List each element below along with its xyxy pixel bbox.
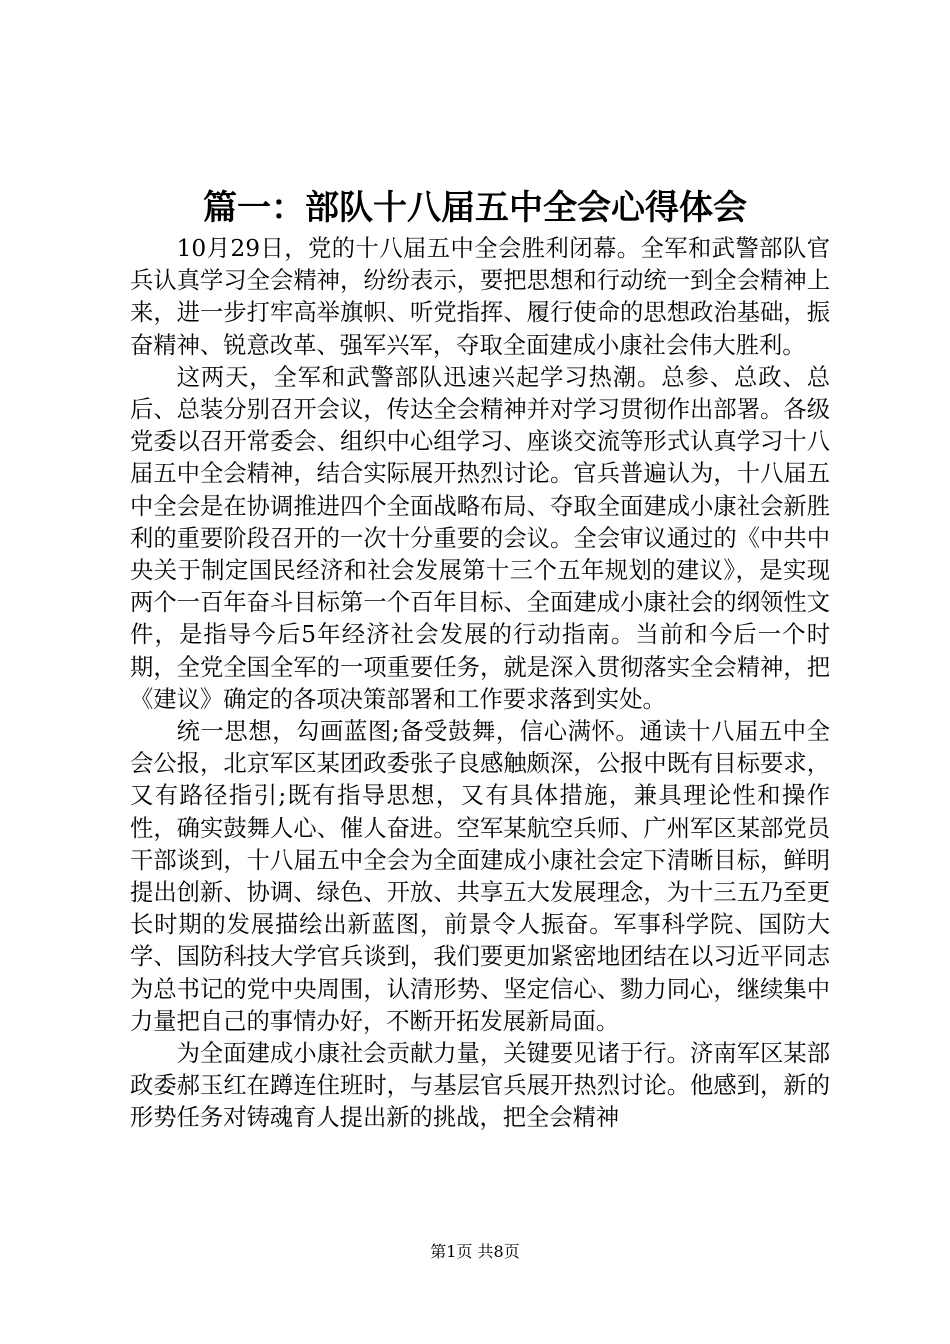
page-number-footer: 第1页 共8页 [430, 1242, 520, 1261]
paragraph-1: 10月29日，党的十八届五中全会胜利闭幕。全军和武警部队官兵认真学习全会精神，纷纷表示，要把思想和行动统一到全会精神上来，进一步打牢高举旗帜、听党指挥、履行使命的思想政治基础，振奋精神、锐意改革、强军兴军，夺取全面建成小康社会伟大胜利。 [130, 235, 830, 359]
paragraph-3: 统一思想，勾画蓝图;备受鼓舞，信心满怀。通读十八届五中全会公报，北京军区某团政委张子良感触颇深，公报中既有目标要求，又有路径指引;既有指导思想，又有具体措施，兼具理论性和操作性，确实鼓舞人心、催人奋进。空军某航空兵师、广州军区某部党员干部谈到，十八届五中全会为全面建成小康社会定下清晰目标，鲜明提出创新、协调、绿色、开放、共享五大发展理念，为十三五乃至更长时期的发展描绘出新蓝图，前景令人振奋。军事科学院、国防大学、国防科技大学官兵谈到，我们要更加紧密地团结在以习近平同志为总书记的党中央周围，认清形势、坚定信心、勠力同心，继续集中力量把自己的事情办好，不断开拓发展新局面。 [130, 718, 830, 1035]
paragraph-2: 这两天，全军和武警部队迅速兴起学习热潮。总参、总政、总后、总装分别召开会议，传达全会精神并对学习贯彻作出部署。各级党委以召开常委会、组织中心组学习、座谈交流等形式认真学习十八届五中全会精神，结合实际展开热烈讨论。官兵普遍认为，十八届五中全会是在协调推进四个全面战略布局、夺取全面建成小康社会新胜利的重要阶段召开的一次十分重要的会议。全会审议通过的《中共中央关于制定国民经济和社会发展第十三个五年规划的建议》，是实现两个一百年奋斗目标第一个百年目标、全面建成小康社会的纲领性文件，是指导今后5年经济社会发展的行动指南。当前和今后一个时期，全党全国全军的一项重要任务，就是深入贯彻落实全会精神，把《建议》确定的各项决策部署和工作要求落到实处。 [130, 363, 830, 713]
document-body [130, 233, 830, 1135]
paragraph-4: 为全面建成小康社会贡献力量，关键要见诸于行。济南军区某部政委郝玉红在蹲连住班时，与基层官兵展开热烈讨论。他感到，新的形势任务对铸魂育人提出新的挑战，把全会精神 [130, 1040, 830, 1132]
document-title: 篇一：部队十八届五中全会心得体会 [203, 188, 747, 228]
